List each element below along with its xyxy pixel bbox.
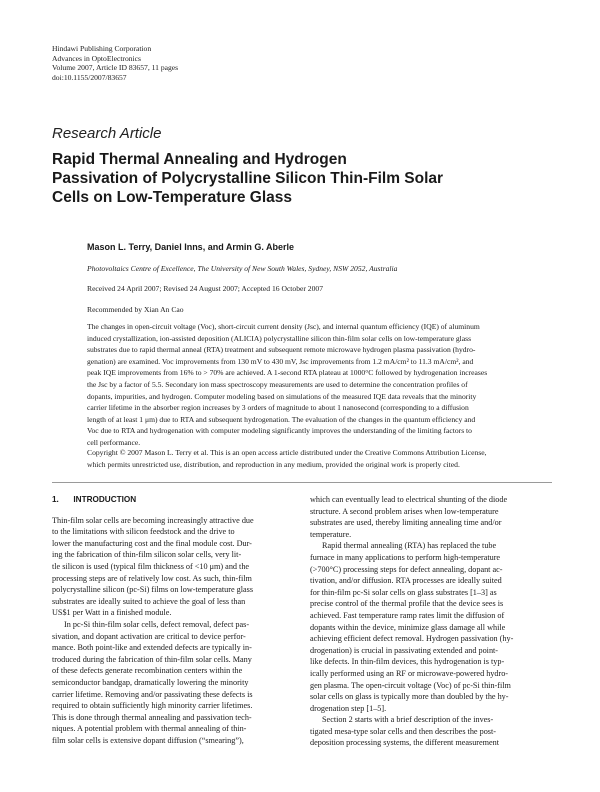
text-line: cell performance. — [87, 437, 141, 447]
paragraph — [310, 540, 550, 714]
text-line: structure. A second problem arises when low-temperature — [310, 506, 499, 516]
submission-dates: Received 24 April 2007; Revised 24 August 2007; Accepted 16 October 2007 — [87, 284, 323, 293]
paper-title — [52, 150, 572, 207]
paragraph — [52, 515, 292, 619]
text-line: genation) are examined. Voc improvements from 130 mV to 430 mV, Jsc improvements from 1.2 mA/cm² to 11.3 mA/cm², and — [87, 356, 474, 366]
text-line: tivation, and/or diffusion. RTA processes are ideally suited — [310, 576, 502, 586]
text-line: substrates due to rapid thermal anneal (RTA) treatment and subsequent remote microwave hydrogen plasma passivation (hydro- — [87, 345, 476, 355]
text-line: Copyright © 2007 Mason L. Terry et al. This is an open access article distributed under the Creative Commons Attribution License, — [87, 448, 487, 457]
text-line: Section 2 starts with a brief description of the inves- — [322, 715, 494, 725]
text-line: drogenation) is crucial in passivating extended and point- — [310, 645, 499, 655]
text-line: sivation, and dopant activation are critical to device perfor- — [52, 631, 246, 641]
text-line: substrates are used, thereby limiting annealing time and/or — [310, 518, 502, 528]
recommended-by: Recommended by Xian An Cao — [87, 305, 184, 314]
text-line: ically performed using an RF or microwave-powered hydro- — [310, 668, 509, 678]
text-line: deposition processing systems, the different measurement — [310, 738, 500, 748]
text-line: troduced during the fabrication of thin-film solar cells. Many — [52, 654, 252, 664]
text-line: drogenation step [1–5]. — [310, 703, 387, 713]
text-line: temperature. — [310, 529, 352, 539]
abstract — [87, 321, 552, 449]
text-line: for thin-film pc-Si solar cells on glass substrates [1–3] as — [310, 587, 497, 597]
header-line: Advances in OptoElectronics — [52, 53, 141, 63]
header-line: doi:10.1155/2007/83657 — [52, 72, 127, 82]
right-column — [310, 494, 550, 749]
text-line: which can eventually lead to electrical shunting of the diode — [310, 495, 508, 504]
text-line: solar cells on glass is typically more than doubled by the hy- — [310, 692, 509, 702]
text-line: The changes in open-circuit voltage (Voc), short-circuit current density (Jsc), and internal quantum efficiency (IQE) of aluminum — [87, 322, 480, 331]
text-line: achieving efficient defect removal. Hydrogen passivation (hy- — [310, 634, 514, 644]
text-line: substrates are ideally suited to achieve the goal of less than — [52, 596, 246, 606]
text-line: the Jsc by a factor of 5.5. Secondary ion mass spectroscopy measurements are used to determine the concentration profiles of — [87, 379, 468, 389]
text-line: peak IQE improvements from 16% to > 70% are achieved. A 1-second RTA plateau at 1000°C followed by hydrogenation increases — [87, 368, 488, 378]
text-line: processing steps are of relatively low cost. As such, thin-film — [52, 573, 252, 583]
paragraph — [310, 494, 550, 540]
header-line: Volume 2007, Article ID 83657, 11 pages — [52, 63, 179, 73]
text-line: of these defects generate recombination centers within the — [52, 666, 243, 676]
article-type: Research Article — [52, 125, 162, 142]
title-line: Rapid Thermal Annealing and Hydrogen — [52, 151, 347, 168]
text-line: This is done through thermal annealing and passivation tech- — [52, 712, 252, 722]
section-number: 1. — [52, 495, 59, 504]
section-heading — [52, 494, 292, 506]
text-line: polycrystalline silicon (pc-Si) films on low-temperature glass — [52, 585, 254, 595]
header-line: Hindawi Publishing Corporation — [52, 44, 152, 53]
text-line: which permits unrestricted use, distribution, and reproduction in any medium, provided the original work is properly cited. — [87, 459, 460, 469]
text-line: Thin-film solar cells are becoming increasingly attractive due — [52, 515, 254, 525]
text-line: length of at least 1 μm) due to RTA and subsequent hydrogenation. The evaluation of the changes in the quantum efficiency and — [87, 414, 476, 424]
text-line: In pc-Si thin-film solar cells, defect removal, defect pas- — [64, 619, 250, 629]
text-line: furnace in many applications to perform high-temperature — [310, 552, 501, 562]
section-divider — [52, 482, 552, 483]
text-line: to the limitations with silicon feedstock and the drive to — [52, 527, 235, 537]
text-line: film solar cells is extensive dopant diffusion (“smearing”), — [52, 735, 244, 745]
paragraph — [52, 619, 292, 747]
text-line: niques. A potential problem with thermal annealing of thin- — [52, 724, 247, 734]
text-line: carrier lifetime in the absorber region increases by 3 orders of magnitude to about 1 nanosecond (corresponding to a diffusion — [87, 403, 469, 413]
text-line: lower the manufacturing cost and the final module cost. Dur- — [52, 538, 252, 548]
title-line: Cells on Low-Temperature Glass — [52, 189, 293, 206]
text-line: tle silicon is used (typical film thickness of <10 μm) and the — [52, 561, 250, 571]
text-line: semiconductor bandgap, dramatically lowering the minority — [52, 677, 249, 687]
text-line: ing the fabrication of thin-film silicon solar cells, very lit- — [52, 550, 242, 560]
text-line: required to obtain sufficiently high minority carrier lifetimes. — [52, 701, 253, 711]
affiliation: Photovoltaics Centre of Excellence, The University of New South Wales, Sydney, NSW 2052, Australia — [87, 264, 398, 273]
text-line: achieved. Fast temperature ramp rates limit the diffusion of — [310, 610, 505, 620]
section-title: INTRODUCTION — [73, 495, 137, 504]
text-line: US$1 per Watt in a finished module. — [52, 608, 172, 618]
text-line: like defects. In thin-film devices, this hydrogenation is typ- — [310, 657, 505, 667]
text-line: mance. Both point-like and extended defects are typically in- — [52, 643, 252, 653]
copyright-notice — [87, 447, 552, 470]
journal-header — [52, 44, 178, 82]
text-line: Voc due to RTA and hydrogenation with computer modeling significantly improves the understanding of the limiting factors to — [87, 426, 472, 436]
text-line: dopants, impurities, and hydrogen. Computer modeling based on simulations of the measured IQE data reveals that the minority — [87, 391, 477, 401]
title-line: Passivation of Polycrystalline Silicon Thin-Film Solar — [52, 170, 444, 187]
text-line: (>700°C) processing steps for defect annealing, dopant ac- — [310, 564, 503, 574]
left-column — [52, 494, 292, 746]
authors: Mason L. Terry, Daniel Inns, and Armin G. Aberle — [87, 242, 295, 252]
text-line: tigated mesa-type solar cells and then describes the post- — [310, 726, 496, 736]
text-line: carrier lifetime. Removing and/or passivating these defects is — [52, 689, 253, 699]
text-line: precise control of the thermal profile that the device sees is — [310, 599, 504, 609]
text-line: gen plasma. The open-circuit voltage (Voc) of pc-Si thin-film — [310, 680, 511, 690]
text-line: Rapid thermal annealing (RTA) has replaced the tube — [322, 541, 497, 551]
text-line: induced crystallization, ion-assisted deposition (ALICIA) polycrystalline silicon thin-film solar cells on low-temperature glass — [87, 333, 472, 343]
paragraph — [310, 714, 550, 749]
text-line: dopants within the device, minimize glass damage all while — [310, 622, 506, 632]
